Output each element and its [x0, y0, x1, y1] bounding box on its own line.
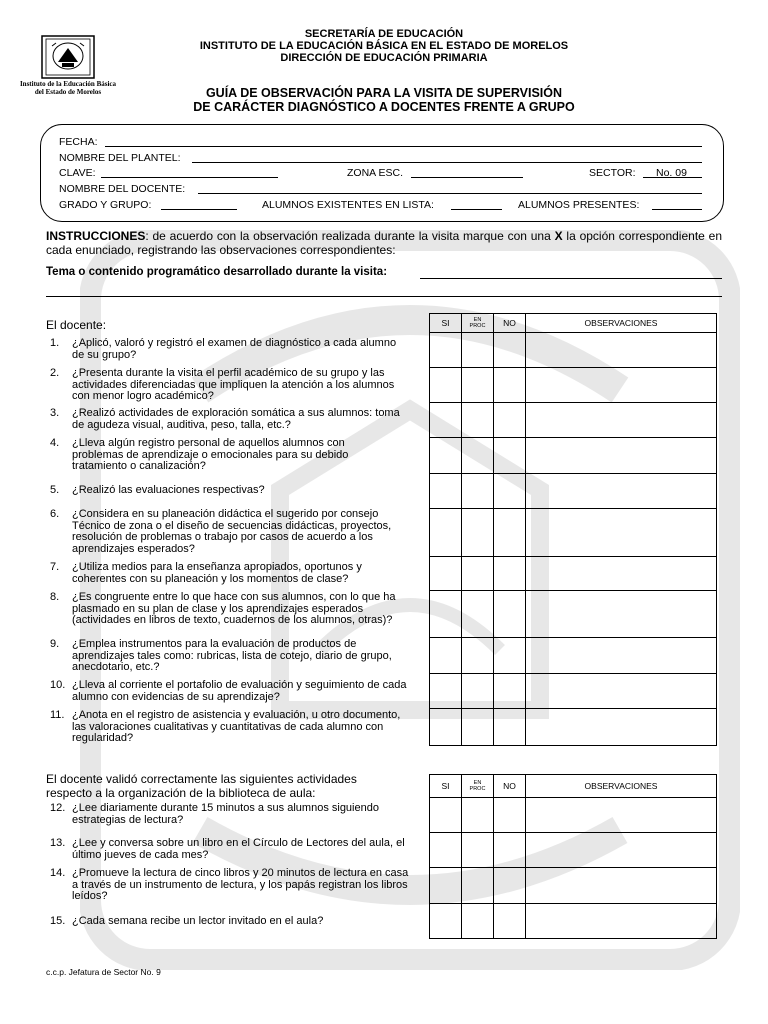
cell-en-proc[interactable]	[462, 638, 494, 674]
question-text: ¿Aplicó, valoró y registró el examen de diagnóstico a cada alumno de su grupo?	[72, 337, 397, 361]
cell-no[interactable]	[494, 474, 526, 509]
col-observaciones: OBSERVACIONES	[526, 775, 717, 798]
cell-si[interactable]	[430, 638, 462, 674]
col-en-proc	[462, 775, 494, 798]
section2-grid	[429, 774, 717, 939]
col-en-proc-1: EN	[473, 780, 482, 786]
cell-no[interactable]	[494, 557, 526, 591]
question-7	[50, 562, 406, 586]
col-si: SI	[430, 775, 462, 798]
cell-no[interactable]	[494, 333, 526, 368]
question-number: 9.	[50, 638, 60, 650]
cell-obs[interactable]	[526, 868, 717, 904]
table-row	[430, 557, 717, 591]
question-number: 6.	[50, 508, 60, 520]
cell-si[interactable]	[430, 368, 462, 403]
logo-caption-line1: Instituto de la Educación Básica	[19, 80, 117, 88]
col-no: NO	[494, 775, 526, 798]
alumnos-presentes-label: ALUMNOS PRESENTES:	[518, 199, 640, 211]
cell-en-proc[interactable]	[462, 368, 494, 403]
question-text: ¿Emplea instrumentos para la evaluación de productos de aprendizajes tales como: rubricas, lista de cotejo, diario de grupo, anecdotario, etc.?	[72, 638, 392, 673]
question-14	[50, 868, 412, 904]
cell-en-proc[interactable]	[462, 557, 494, 591]
question-text: ¿Considera en su planeación didáctica el sugerido por consejo Técnico de zona o el diseño de secuencias didácticas, proyectos, resolución de problemas o trabajo por casos de acuerdo a los aprendizajes esperados?	[72, 508, 392, 555]
cell-obs[interactable]	[526, 904, 717, 939]
cell-obs[interactable]	[526, 474, 717, 509]
logo-caption-line2: del Estado de Morelos	[34, 88, 102, 96]
cell-si[interactable]	[430, 474, 462, 509]
cell-si[interactable]	[430, 833, 462, 868]
cell-en-proc[interactable]	[462, 474, 494, 509]
question-number: 15.	[50, 915, 66, 927]
question-text: ¿Promueve la lectura de cinco libros y 20 minutos de lectura en casa a través de un instrumento de lectura, y los papás registran los libros leídos?	[72, 867, 409, 902]
cell-si[interactable]	[430, 557, 462, 591]
question-3	[50, 408, 414, 432]
cell-en-proc[interactable]	[462, 438, 494, 474]
question-number: 4.	[50, 437, 60, 449]
grado-line[interactable]	[161, 209, 237, 210]
header-line-3: DIRECCIÓN DE EDUCACIÓN PRIMARIA	[280, 52, 488, 64]
question-8	[50, 592, 402, 640]
question-text: ¿Anota en el registro de asistencia y evaluación, u otro documento, las valoraciones cualitativas y cuantitativas de cada alumno con regularidad?	[72, 709, 401, 744]
cell-si[interactable]	[430, 509, 462, 557]
col-si: SI	[430, 314, 462, 333]
question-text: ¿Lleva algún registro personal de aquellos alumnos con problemas de aprendizaje o emocionales para su debido tratamiento o canalización?	[72, 437, 349, 472]
plantel-line[interactable]	[192, 162, 702, 163]
cell-obs[interactable]	[526, 591, 717, 638]
cell-no[interactable]	[494, 438, 526, 474]
question-4	[50, 438, 390, 474]
alumnos-presentes-line[interactable]	[652, 209, 702, 210]
cell-en-proc[interactable]	[462, 833, 494, 868]
table-row	[430, 509, 717, 557]
cell-en-proc[interactable]	[462, 798, 494, 833]
cell-si[interactable]	[430, 333, 462, 368]
table-row	[430, 638, 717, 674]
instructions-mark: X	[554, 229, 563, 243]
section1-grid	[429, 313, 717, 746]
cell-obs[interactable]	[526, 798, 717, 833]
cell-obs[interactable]	[526, 833, 717, 868]
question-number: 10.	[50, 679, 66, 691]
question-text: ¿Realizó actividades de exploración somática a sus alumnos: toma de agudeza visual, auditiva, peso, talla, etc.?	[72, 407, 400, 431]
section1-title: El docente:	[46, 318, 107, 332]
table-row	[430, 333, 717, 368]
clave-label: CLAVE:	[59, 167, 96, 179]
table-row	[430, 709, 717, 746]
cell-si[interactable]	[430, 674, 462, 709]
col-en-proc	[462, 314, 494, 333]
cell-si[interactable]	[430, 591, 462, 638]
tema-label: Tema o contenido programático desarrollado durante la visita:	[46, 266, 388, 278]
question-5	[50, 485, 390, 497]
question-number: 5.	[50, 484, 60, 496]
docente-label: NOMBRE DEL DOCENTE:	[59, 183, 186, 195]
cell-en-proc[interactable]	[462, 509, 494, 557]
cell-no[interactable]	[494, 833, 526, 868]
instructions-text-b: la opción correspondiente en cada enunciado, registrando las observaciones correspondientes:	[46, 229, 722, 257]
cell-obs[interactable]	[526, 509, 717, 557]
table-row	[430, 904, 717, 939]
alumnos-existentes-label: ALUMNOS EXISTENTES EN LISTA:	[262, 199, 434, 211]
cell-en-proc[interactable]	[462, 403, 494, 438]
table-row	[430, 868, 717, 904]
plantel-label: NOMBRE DEL PLANTEL:	[59, 152, 181, 164]
cell-obs[interactable]	[526, 403, 717, 438]
title-line-1: GUÍA DE OBSERVACIÓN PARA LA VISITA DE SUPERVISIÓN	[205, 86, 563, 100]
question-13	[50, 838, 410, 862]
col-observaciones: OBSERVACIONES	[526, 314, 717, 333]
cell-no[interactable]	[494, 591, 526, 638]
cell-si[interactable]	[430, 904, 462, 939]
cell-obs[interactable]	[526, 557, 717, 591]
cell-si[interactable]	[430, 438, 462, 474]
cell-si[interactable]	[430, 798, 462, 833]
zona-line[interactable]	[411, 177, 523, 178]
question-15	[50, 916, 390, 928]
question-text: ¿Presenta durante la visita el perfil académico de su grupo y las actividades diferenciadas que impliquen la atención a los alumnos con menor logro académico?	[72, 367, 395, 402]
tema-line-1[interactable]	[420, 278, 722, 279]
table-row	[430, 368, 717, 403]
question-number: 12.	[50, 802, 66, 814]
question-number: 8.	[50, 591, 60, 603]
col-en-proc-1: EN	[473, 317, 482, 323]
title-line-2: DE CARÁCTER DIAGNÓSTICO A DOCENTES FRENTE A GRUPO	[193, 100, 575, 114]
question-number: 2.	[50, 367, 60, 379]
col-en-proc-2: PROC	[469, 323, 486, 329]
docente-line[interactable]	[198, 193, 702, 194]
table-row	[430, 798, 717, 833]
question-number: 3.	[50, 407, 60, 419]
fecha-label: FECHA:	[59, 136, 98, 148]
cell-en-proc[interactable]	[462, 904, 494, 939]
question-text: ¿Lee diariamente durante 15 minutos a sus alumnos siguiendo estrategias de lectura?	[72, 802, 379, 826]
zona-label: ZONA ESC.	[347, 167, 404, 179]
table-row	[430, 438, 717, 474]
cell-en-proc[interactable]	[462, 674, 494, 709]
header-line-1: SECRETARÍA DE EDUCACIÓN	[304, 28, 464, 40]
sector-label: SECTOR:	[589, 167, 636, 179]
question-1	[50, 338, 408, 362]
question-text: ¿Realizó las evaluaciones respectivas?	[72, 484, 265, 496]
fecha-line[interactable]	[105, 146, 702, 147]
question-number: 7.	[50, 561, 60, 573]
question-number: 11.	[50, 709, 65, 721]
instructions-text-a: : de acuerdo con la observación realizada durante la visita marque con una	[145, 229, 555, 243]
sector-value: No. 09	[656, 167, 687, 179]
table-row	[430, 474, 717, 509]
cell-no[interactable]	[494, 709, 526, 746]
question-12	[50, 803, 410, 827]
cell-en-proc[interactable]	[462, 868, 494, 904]
table-row	[430, 833, 717, 868]
question-text: ¿Cada semana recibe un lector invitado en el aula?	[72, 915, 324, 927]
section2-title: El docente validó correctamente las siguientes actividades respecto a la organización de la biblioteca de aula:	[46, 772, 357, 800]
cell-no[interactable]	[494, 403, 526, 438]
clave-line[interactable]	[101, 177, 278, 178]
cell-en-proc[interactable]	[462, 709, 494, 746]
cell-obs[interactable]	[526, 638, 717, 674]
question-11	[50, 710, 404, 746]
header-line-2: INSTITUTO DE LA EDUCACIÓN BÁSICA EN EL ESTADO DE MORELOS	[199, 40, 569, 52]
col-en-proc-2: PROC	[469, 786, 486, 792]
question-number: 1.	[50, 337, 60, 349]
question-text: ¿Lee y conversa sobre un libro en el Círculo de Lectores del aula, el último jueves de cada mes?	[72, 837, 405, 861]
question-10	[50, 680, 412, 704]
cell-obs[interactable]	[526, 368, 717, 403]
table-row	[430, 674, 717, 709]
cell-en-proc[interactable]	[462, 591, 494, 638]
footer-ccp: c.c.p. Jefatura de Sector No. 9	[46, 967, 161, 977]
cell-si[interactable]	[430, 709, 462, 746]
cell-si[interactable]	[430, 868, 462, 904]
cell-en-proc[interactable]	[462, 333, 494, 368]
table-row	[430, 403, 717, 438]
alumnos-existentes-line[interactable]	[451, 209, 502, 210]
instructions	[46, 229, 722, 257]
cell-si[interactable]	[430, 403, 462, 438]
question-text: ¿Es congruente entre lo que hace con sus alumnos, con lo que ha plasmado en su plan de clase y los aprendizajes esperados (actividades en libros de texto, cuadernos de los alumnos, otras)?	[72, 591, 396, 626]
cell-no[interactable]	[494, 674, 526, 709]
question-text: ¿Utiliza medios para la enseñanza apropiados, oportunos y coherentes con su planeación y los momentos de clase?	[72, 561, 362, 585]
question-6	[50, 509, 398, 557]
cell-no[interactable]	[494, 868, 526, 904]
cell-no[interactable]	[494, 638, 526, 674]
grado-label: GRADO Y GRUPO:	[59, 199, 152, 211]
tema-line-2[interactable]	[46, 296, 722, 297]
instructions-label: INSTRUCCIONES	[46, 229, 146, 243]
cell-obs[interactable]	[526, 333, 717, 368]
question-text: ¿Lleva al corriente el portafolio de evaluación y seguimiento de cada alumno con evidencias de su aprendizaje?	[72, 679, 407, 703]
col-no: NO	[494, 314, 526, 333]
cell-no[interactable]	[494, 368, 526, 403]
cell-no[interactable]	[494, 798, 526, 833]
question-2	[50, 368, 412, 404]
question-number: 13.	[50, 837, 66, 849]
question-9	[50, 639, 404, 675]
cell-obs[interactable]	[526, 709, 717, 746]
cell-no[interactable]	[494, 509, 526, 557]
cell-obs[interactable]	[526, 438, 717, 474]
cell-obs[interactable]	[526, 674, 717, 709]
question-number: 14.	[50, 867, 66, 879]
cell-no[interactable]	[494, 904, 526, 939]
table-row	[430, 591, 717, 638]
